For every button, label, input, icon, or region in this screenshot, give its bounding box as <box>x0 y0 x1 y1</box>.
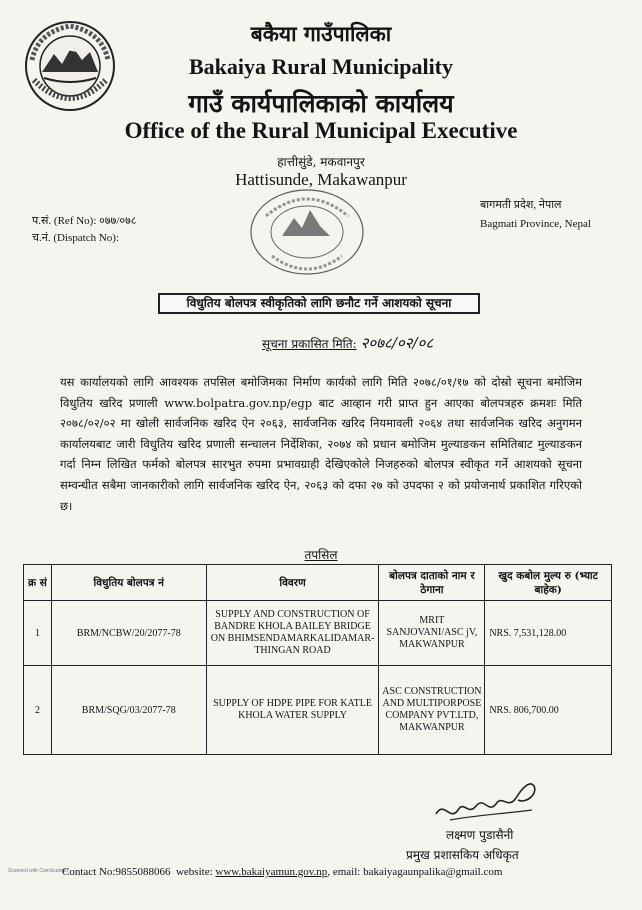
handwritten-signature <box>430 770 540 828</box>
row-bid-no: BRM/NCBW/20/2077-78 <box>51 601 206 666</box>
footer-website-label: website: <box>175 866 213 878</box>
office-name-en: Office of the Rural Municipal Executive <box>124 118 518 143</box>
footer-contact: Contact No:9855088066 <box>62 866 171 878</box>
row-bid-no: BRM/SQG/03/2077-78 <box>51 666 206 755</box>
ref-value: ०७७/०७८ <box>99 215 137 227</box>
col-header-bidder: बोलपत्र दाताको नाम र ठेगाना <box>379 565 485 601</box>
table-title: तपसिल <box>304 548 338 562</box>
province-en: Bagmati Province, Nepal <box>480 218 591 230</box>
col-header-bid-no: विधुतिय बोलपत्र नं <box>51 565 206 601</box>
table-header-row <box>24 565 612 601</box>
signatory-title: प्रमुख प्रशासकिय अधिकृत <box>406 848 519 862</box>
province-block <box>480 196 591 234</box>
dispatch-label: च.नं. (Dispatch No): <box>32 232 120 244</box>
address-en: Hattisunde, Makawanpur <box>235 170 407 189</box>
row-bidder: MRIT SANJOVANI/ASC jV, MAKWANPUR <box>379 601 485 666</box>
scanner-watermark: Scanned with CamScanner <box>8 868 69 874</box>
notice-subject-box: विधुतिय बोलपत्र स्वीकृतिको लागि छनौट गर्ने आशयको सूचना <box>158 293 480 314</box>
notice-body: यस कार्यालयको लागि आवश्यक तपसिल बमोजिमका निर्माण कार्यको लागि मिति २०७८/०१/१७ को दोस्रो सूचना बमोजिम विधुतिय खरिद प्रणाली www.bolpatra.gov.np/egp बाट आव्हान गरी प्राप्त हुन आएका बोलपत्रहरु क्रमशः मिति २०७८/०२/०२ मा खोली सार्वजनिक खरिद ऐन २०६३, सार्वजनिक खरिद नियमावली २०६४ तथा सार्वजनिक खरिद अनुगमन कार्यालयबाट जारी विधुतिय खरिद प्रणाली सन्चालन निर्देशिका, २०७४ को प्रधान बमोजिम मुल्याङकन समितिबाट मुल्याङकन गर्दा निम्न लिखित फर्मको बोलपत्र सारभुत रुपमा प्रभावग्राही देखिएकोले निजहरुको बोलपत्र स्वीकृत गर्ने आशयको सूचना सम्वन्धीत सबैमा जानकारीको लागि सार्वजनिक खरिद ऐन, २०६३ को दफा २७ को उपदफा २ को प्रयोजनार्थ प्रकाशित गरिएको छ। <box>60 375 582 513</box>
province-np: बागमती प्रदेश, नेपाल <box>480 199 562 211</box>
ref-label: प.सं. (Ref No): <box>32 215 97 227</box>
row-amount: NRS. 806,700.00 <box>485 666 612 755</box>
row-sn: 1 <box>24 601 52 666</box>
table-row <box>24 601 612 666</box>
publish-date-value: २०७८/०२/०८ <box>360 334 434 352</box>
row-sn: 2 <box>24 666 52 755</box>
footer-email[interactable]: bakaiyagaunpalika@gmail.com <box>363 866 503 878</box>
footer <box>62 866 502 878</box>
office-stamp <box>248 186 366 278</box>
row-description: SUPPLY OF HDPE PIPE FOR KATLE KHOLA WATER SUPPLY <box>206 666 379 755</box>
signatory-name: लक्ष्मण पुडासैनी <box>446 828 514 842</box>
col-header-amount: खुद कबोल मुल्य रु (भ्याट बाहेक) <box>485 565 612 601</box>
publish-date-label: सूचना प्रकासित मिति: <box>262 337 357 351</box>
col-header-sn: क्र सं <box>24 565 52 601</box>
bid-table <box>23 564 612 755</box>
municipality-name-np: बकैया गाउँपालिका <box>250 21 392 46</box>
footer-website-link[interactable]: www.bakaiyamun.gov.np <box>215 866 328 878</box>
table-row <box>24 666 612 755</box>
row-bidder: ASC CONSTRUCTION AND MULTIPORPOSE COMPANY PVT.LTD, MAKWANPUR <box>379 666 485 755</box>
col-header-description: विवरण <box>206 565 379 601</box>
municipality-name-en: Bakaiya Rural Municipality <box>188 54 454 79</box>
address-np: हात्तीसुंडे, मकवानपुर <box>277 155 365 169</box>
publish-date <box>262 333 433 353</box>
row-amount: NRS. 7,531,128.00 <box>485 601 612 666</box>
footer-email-label: , email: <box>327 866 361 878</box>
office-name-np: गाउँ कार्यपालिकाको कार्यालय <box>188 89 454 118</box>
reference-block <box>32 213 137 247</box>
row-description: SUPPLY AND CONSTRUCTION OF BANDRE KHOLA BAILEY BRIDGE ON BHIMSENDAMARKALIDAMAR-THINGAN ROAD <box>206 601 379 666</box>
